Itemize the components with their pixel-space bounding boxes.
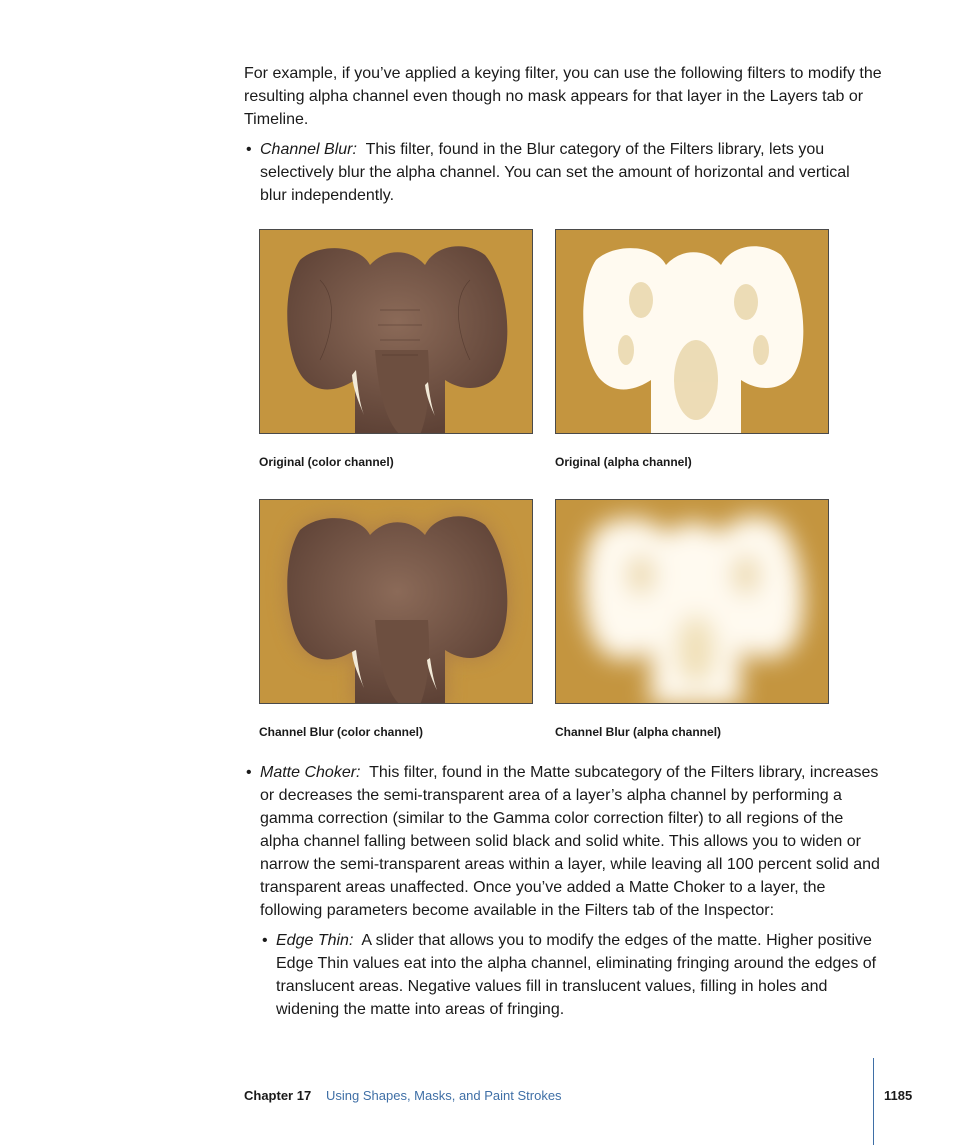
- footer-chapter: Chapter 17: [244, 1088, 312, 1103]
- caption-channel-blur-alpha: Channel Blur (alpha channel): [555, 725, 722, 739]
- bullet-edge-thin: •: [262, 932, 268, 949]
- bullet-channel-blur: •: [246, 141, 252, 158]
- footer-chapter-title: Using Shapes, Masks, and Paint Strokes: [326, 1088, 562, 1103]
- channel-blur-title: Channel Blur:: [260, 141, 357, 158]
- edge-thin-body: A slider that allows you to modify the edges of the matte. Higher positive Edge Thin values eat into the alpha channel, eliminating fringing around the edges of translucent areas. Negative values fill in translucent values, filling in holes and widening the matte into areas of fringing.: [276, 932, 877, 1018]
- edge-thin-item: [276, 929, 880, 1021]
- bullet-matte-choker: •: [246, 764, 252, 781]
- figure-channel-blur-color: [259, 499, 533, 704]
- figure-original-color: [259, 229, 533, 434]
- caption-channel-blur-color: Channel Blur (color channel): [259, 725, 424, 739]
- caption-original-alpha: Original (alpha channel): [555, 455, 692, 469]
- page-number: 1185: [884, 1088, 913, 1103]
- footer-divider: [873, 1058, 874, 1145]
- matte-choker-body: This filter, found in the Matte subcategory of the Filters library, increases or decreases the semi-transparent area of a layer’s alpha channel by performing a gamma correction (similar to the Gamma color correction filter) to all regions of the alpha channel falling between solid black and solid white. This allows you to widen or narrow the semi-transparent areas within a layer, while leaving all 100 percent solid and transparent areas unaffected. Once you’ve added a Matte Choker to a layer, the following parameters become available in the Filters tab of the Inspector:: [260, 764, 880, 919]
- intro-paragraph: For example, if you’ve applied a keying filter, you can use the following filters to modify the resulting alpha channel even though no mask appears for that layer in the Layers tab or Timeline.: [244, 65, 882, 128]
- caption-original-color: Original (color channel): [259, 455, 394, 469]
- channel-blur-body: This filter, found in the Blur category of the Filters library, lets you selectively blur the alpha channel. You can set the amount of horizontal and vertical blur independently.: [260, 141, 850, 204]
- figure-original-alpha: [555, 229, 829, 434]
- matte-choker-item: [260, 761, 880, 922]
- channel-blur-item: [260, 138, 880, 207]
- edge-thin-title: Edge Thin:: [276, 932, 354, 949]
- figure-channel-blur-alpha: [555, 499, 829, 704]
- matte-choker-title: Matte Choker:: [260, 764, 361, 781]
